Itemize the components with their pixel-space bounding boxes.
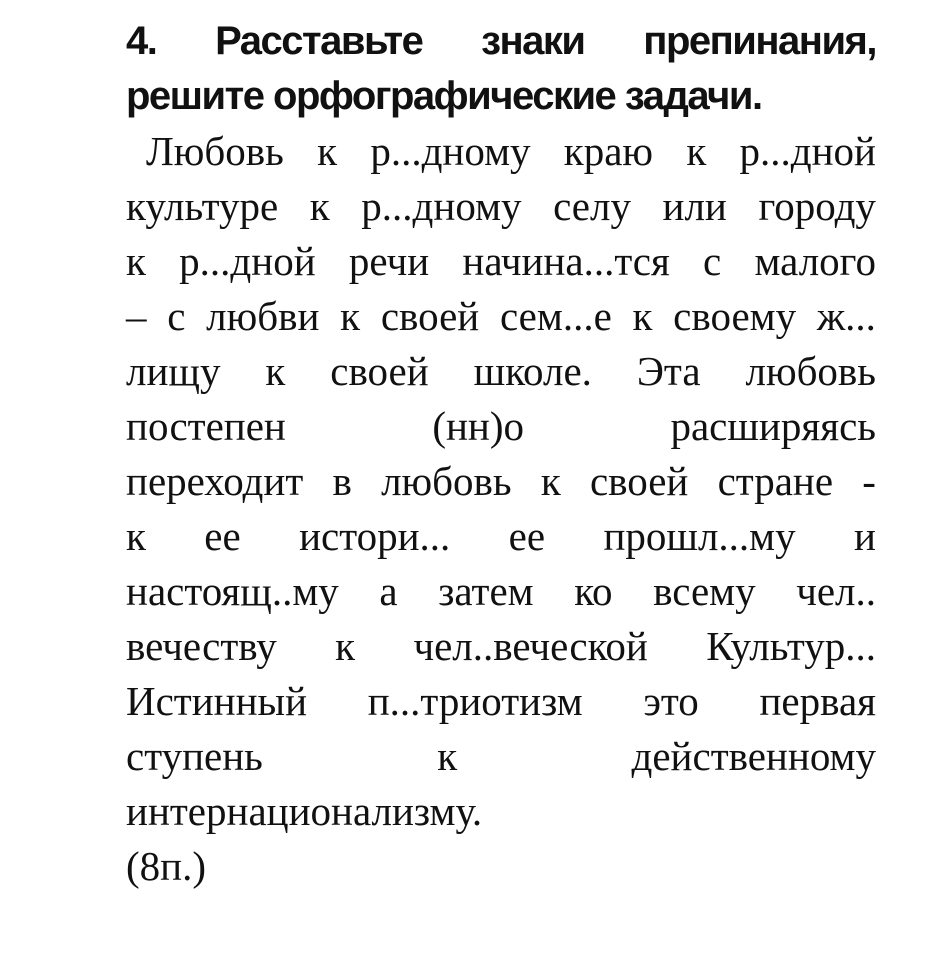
text-word: к (317, 128, 338, 174)
text-word: истори... (299, 513, 451, 559)
text-word: начина...тся (462, 238, 670, 284)
text-word: своему (673, 293, 797, 339)
text-line (126, 289, 876, 344)
text-word: р...дному (370, 128, 531, 174)
text-word: всему (653, 568, 756, 614)
text-word: любовь (745, 348, 876, 394)
text-word: Культур... (706, 623, 876, 669)
text-word: ее (508, 513, 546, 559)
text-word: селу (553, 183, 631, 229)
text-line (126, 179, 876, 234)
task-document (126, 14, 876, 894)
heading-word: препинания, (643, 19, 876, 63)
text-line (126, 564, 876, 619)
text-line (126, 674, 876, 729)
task-heading-line-2: решите орфографические задачи. (126, 74, 762, 118)
score-label: (8п.) (126, 843, 206, 889)
text-word: к (686, 128, 707, 174)
text-word: ее (204, 513, 241, 559)
text-word: прошл...му (603, 513, 796, 559)
text-line (126, 124, 876, 179)
text-line (126, 454, 876, 509)
text-word: с (703, 238, 722, 284)
text-word: Эта (636, 348, 701, 394)
task-number: 4. (126, 19, 157, 63)
text-word: первая (759, 678, 876, 724)
text-word: затем (438, 568, 534, 614)
text-line (126, 729, 876, 784)
task-text (126, 124, 876, 784)
text-word: стране (717, 458, 834, 504)
text-word: школе. (473, 348, 592, 394)
text-word: действенному (631, 733, 876, 779)
text-line (126, 234, 876, 289)
text-word: это (643, 678, 699, 724)
text-word: переходит (126, 458, 304, 504)
text-word: лищу (126, 348, 221, 394)
heading-word: знаки (481, 19, 585, 63)
text-line (126, 509, 876, 564)
text-word: сем...е (499, 293, 612, 339)
text-word: ж... (816, 293, 876, 339)
text-word: своей (330, 348, 429, 394)
text-word: к (126, 238, 146, 284)
text-word: р...дной (739, 128, 876, 174)
text-word: настоящ..му (126, 568, 339, 614)
text-word: чел..веческой (413, 623, 648, 669)
text-word: расширяясь (670, 403, 876, 449)
text-word: п...триотизм (367, 678, 583, 724)
text-word: к (540, 458, 561, 504)
text-word: любви (206, 293, 320, 339)
text-word: ступень (126, 733, 263, 779)
text-word: с (167, 293, 186, 339)
text-word: к (437, 733, 458, 779)
text-word: – (126, 293, 147, 339)
text-line (126, 344, 876, 399)
text-word: а (379, 568, 398, 614)
heading-word: Расставьте (215, 19, 423, 63)
task-heading (126, 14, 876, 124)
text-word: вечеству (126, 623, 277, 669)
text-word: к (340, 293, 361, 339)
text-word: - (862, 458, 876, 504)
text-word: или (662, 183, 727, 229)
text-word: постепен (126, 403, 286, 449)
text-word: и (854, 513, 876, 559)
text-line (126, 619, 876, 674)
text-word: любовь (381, 458, 512, 504)
text-word: к (632, 293, 653, 339)
text-word: Любовь (146, 128, 284, 174)
text-word: к (335, 623, 356, 669)
text-word: малого (754, 238, 876, 284)
text-word: Истинный (126, 678, 308, 724)
text-word: речи (348, 238, 430, 284)
text-word: к (126, 513, 146, 559)
task-heading-line-1 (126, 14, 876, 69)
text-word: городу (758, 183, 876, 229)
text-word: р...дному (361, 183, 522, 229)
text-word: культуре (126, 183, 279, 229)
text-word: в (332, 458, 352, 504)
text-word: своей (380, 293, 480, 339)
text-word: краю (563, 128, 654, 174)
text-word: к (309, 183, 330, 229)
text-word: ко (574, 568, 613, 614)
text-word: р...дной (179, 238, 316, 284)
task-text-last-line: интернационализму. (126, 788, 483, 834)
text-line (126, 399, 876, 454)
text-word: (нн)о (432, 403, 525, 449)
text-word: к (265, 348, 286, 394)
text-word: своей (589, 458, 689, 504)
text-word: чел.. (796, 568, 876, 614)
